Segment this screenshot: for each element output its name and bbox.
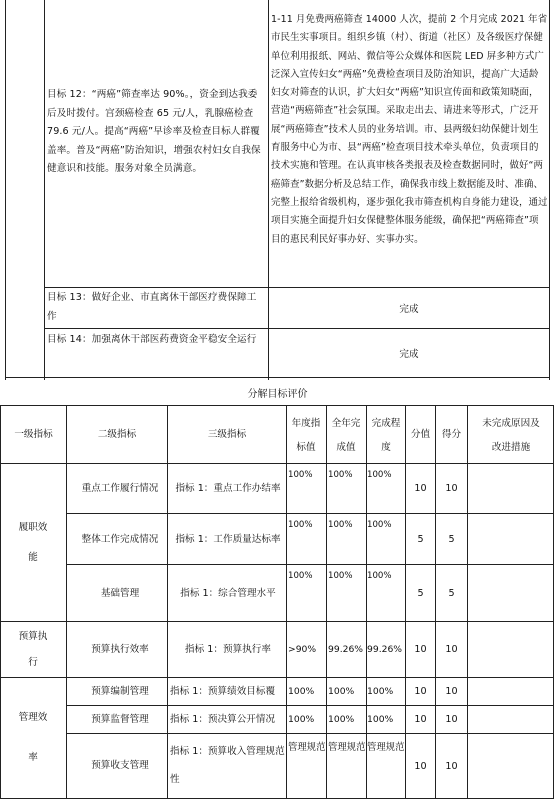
row-score: 10 xyxy=(445,714,458,725)
row-reason xyxy=(468,565,553,621)
row-level2: 重点工作履行情况 xyxy=(81,483,159,494)
row-full-year: 100% xyxy=(328,520,353,530)
row-full-year: 管理规范 xyxy=(328,742,366,753)
row-reason xyxy=(468,514,553,564)
goal-12-text: 目标 12：“两癌”筛查率达 90%。，资金到达我委后及时拨付。宫颈癌检查 65 元/人，乳腺癌检查 79.6 元/人。提高“两癌”早诊率及检查目标人群覆盖率。普及“两癌”防治知识，增强农村妇女自我保健意识和技能。服务对象全员满意。 xyxy=(47,89,261,174)
row-degree: 100% xyxy=(367,520,392,530)
goal-12-result: 1-11 月免费两癌筛查 14000 人次，提前 2 个月完成 2021 年省市民生实事项目。组织乡镇（村）、街道（社区）及各级医疗保健单位利用报纸、网站、微信等公众媒体和医院 LED 屏多种方式广泛深入宣传妇女“两癌”免费检查项目及防治知识，提高广大适龄妇女对筛查的认识，扩大妇女“两癌”知识宣传面和政策知晓面，营造“两癌筛查”社会氛围。采取走出去、请进来等形式，广泛开展“两癌筛查”技术人员的业务培训。市、县两级妇幼保健计划生育服务中心为市、县“两癌”检查项目技术牵头单位，负责项目的技术实施和管理。在认真审核各类报表及检查数据同时，做好“两癌筛查”数据分析及总结工作，确保我市线上数据能及时、准确、完整上报给省级机构，逐步强化我市筛查机构自身能力建设，通过项目实施全面提升妇女保健整体服务能级，确保把“两癌筛查”项目的惠民利民好事办好、实事办实。 xyxy=(271,14,548,245)
row-level2: 预算执行效率 xyxy=(91,644,149,655)
section-title: 分解目标评价 xyxy=(247,388,308,400)
goal-13-text: 目标 13：做好企业、市直离休干部医疗费保障工作 xyxy=(47,292,257,322)
row-annual-target: 100% xyxy=(288,571,313,581)
group-label-mgmt-efficiency: 管理效率 xyxy=(18,712,48,763)
row-score: 10 xyxy=(445,760,458,772)
row-score: 5 xyxy=(448,533,455,545)
row-full-year: 100% xyxy=(328,714,355,725)
row-score-value: 5 xyxy=(417,533,424,545)
row-level3: 指标 1：预算绩效目标覆 xyxy=(170,686,276,697)
row-reason xyxy=(468,622,553,677)
row-score-value: 10 xyxy=(414,644,427,655)
row-level3: 指标 1：预决算公开情况 xyxy=(170,714,276,725)
row-score: 10 xyxy=(445,686,458,697)
row-full-year: 99.26% xyxy=(328,644,364,655)
header-level3: 三级指标 xyxy=(207,429,247,440)
row-degree: 100% xyxy=(367,714,394,725)
row-level2: 预算编制管理 xyxy=(91,686,149,697)
row-level2: 预算收支管理 xyxy=(91,760,149,771)
row-level3: 指标 1：预算执行率 xyxy=(185,644,271,655)
row-degree: 99.26% xyxy=(367,644,403,655)
row-score-value: 5 xyxy=(417,587,424,599)
row-level2: 预算监督管理 xyxy=(91,714,149,725)
group-label-budget-exec: 预算执行 xyxy=(18,630,48,668)
row-annual-target: 100% xyxy=(288,470,313,480)
header-annual-target: 年度指标值 xyxy=(291,417,321,453)
row-score-value: 10 xyxy=(414,483,427,494)
row-full-year: 100% xyxy=(328,470,353,480)
header-level2: 二级指标 xyxy=(97,429,137,440)
header-level1: 一级指标 xyxy=(14,429,53,440)
row-score-value: 10 xyxy=(414,686,427,697)
header-score-value: 分值 xyxy=(410,429,431,440)
row-score-value: 10 xyxy=(414,714,427,725)
row-score: 10 xyxy=(445,644,458,655)
row-reason xyxy=(468,706,553,733)
row-score-value: 10 xyxy=(414,760,427,772)
row-annual-target: 100% xyxy=(288,714,315,725)
row-reason xyxy=(468,734,553,798)
row-level3: 指标 1：综合管理水平 xyxy=(180,587,276,599)
row-degree: 100% xyxy=(367,470,392,480)
row-score: 5 xyxy=(448,587,455,599)
goal-14-text: 目标 14：加强离休干部医药费资金平稳安全运行 xyxy=(47,334,257,345)
row-full-year: 100% xyxy=(328,686,355,697)
row-level3: 指标 1：重点工作办结率 xyxy=(175,483,281,494)
row-annual-target: >90% xyxy=(288,644,317,655)
row-annual-target: 100% xyxy=(288,520,313,530)
row-reason xyxy=(468,464,553,513)
row-degree: 100% xyxy=(367,571,392,581)
row-level3: 指标 1：预算收入管理规范性 xyxy=(170,746,285,785)
row-score: 10 xyxy=(445,483,458,494)
row-level2: 整体工作完成情况 xyxy=(81,533,159,545)
row-level2: 基础管理 xyxy=(100,587,140,599)
group-label-lvzhi: 履职效能 xyxy=(18,521,48,563)
row-degree: 管理规范 xyxy=(367,742,405,753)
header-reason: 未完成原因及改进措施 xyxy=(482,417,540,453)
row-full-year: 100% xyxy=(328,571,353,581)
header-degree: 完成程度 xyxy=(371,417,401,453)
row-annual-target: 管理规范 xyxy=(288,742,326,753)
row-degree: 100% xyxy=(367,686,394,697)
goal-13-result: 完成 xyxy=(399,304,419,315)
header-full-year: 全年完成值 xyxy=(331,417,361,453)
header-score: 得分 xyxy=(441,429,462,440)
goal-14-result: 完成 xyxy=(399,349,419,360)
row-level3: 指标 1：工作质量达标率 xyxy=(175,533,281,545)
row-annual-target: 100% xyxy=(288,686,315,697)
row-reason xyxy=(468,678,553,705)
